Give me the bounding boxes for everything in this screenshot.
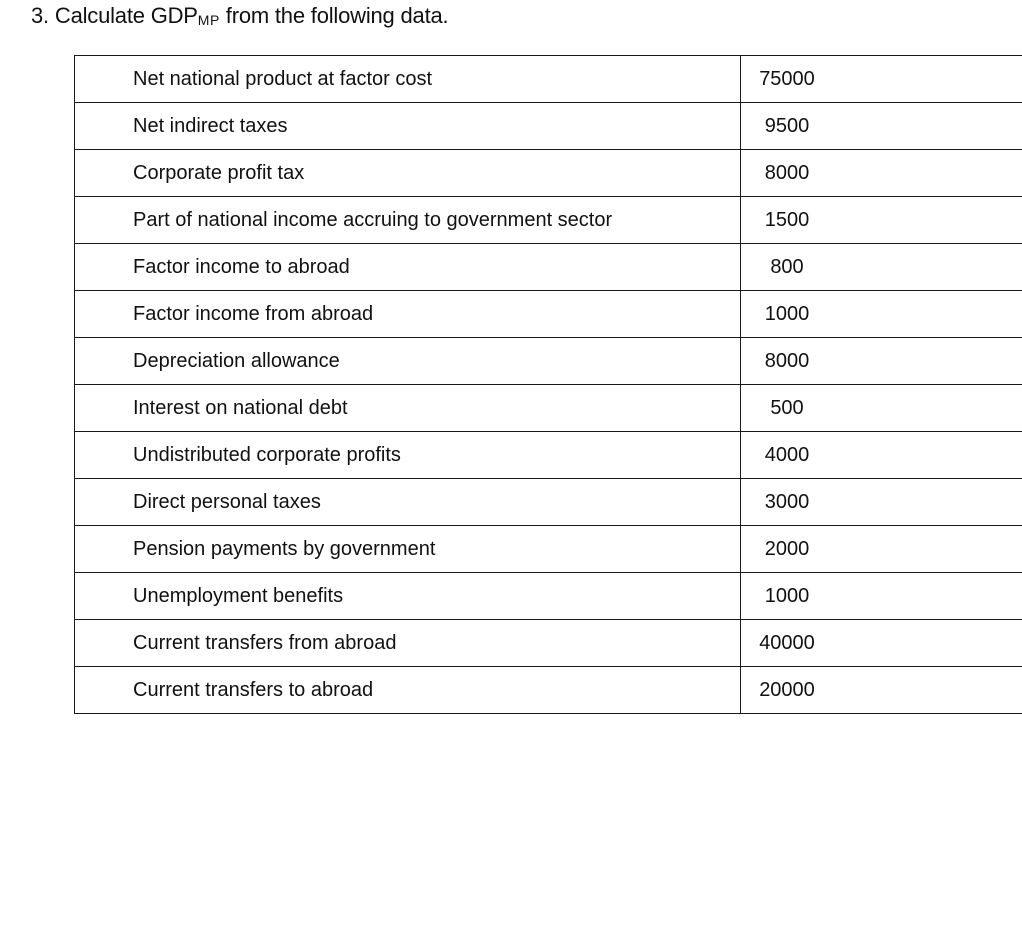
value-cell: 20000 [741,667,1022,714]
table-row [75,291,1022,338]
table-row [75,103,1022,150]
table-row [75,432,1022,479]
value-cell: 1500 [741,197,1022,244]
value-cell: 9500 [741,103,1022,150]
value-cell: 8000 [741,338,1022,385]
table-row [75,244,1022,291]
value-cell: 500 [741,385,1022,432]
question-number: 3. [31,3,49,28]
value-cell: 8000 [741,150,1022,197]
item-cell: Pension payments by government [75,526,741,573]
question-subscript: MP [197,12,220,28]
table-row [75,385,1022,432]
value-cell: 75000 [741,56,1022,103]
value-cell: 1000 [741,291,1022,338]
item-cell: Part of national income accruing to government sector [75,197,741,244]
item-cell: Current transfers from abroad [75,620,741,667]
table-row [75,667,1022,714]
value-cell: 40000 [741,620,1022,667]
item-cell: Factor income to abroad [75,244,741,291]
table-row [75,150,1022,197]
table-row [75,56,1022,103]
item-cell: Undistributed corporate profits [75,432,741,479]
value-cell: 1000 [741,573,1022,620]
item-cell: Net national product at factor cost [75,56,741,103]
data-table [74,55,1022,714]
table-row [75,197,1022,244]
item-cell: Corporate profit tax [75,150,741,197]
table-row [75,573,1022,620]
value-cell: 3000 [741,479,1022,526]
question-text-after: from the following data. [225,3,449,28]
item-cell: Unemployment benefits [75,573,741,620]
value-cell: 800 [741,244,1022,291]
item-cell: Factor income from abroad [75,291,741,338]
item-cell: Direct personal taxes [75,479,741,526]
item-cell: Current transfers to abroad [75,667,741,714]
value-cell: 4000 [741,432,1022,479]
value-cell: 2000 [741,526,1022,573]
table-body [75,56,1022,714]
table-row [75,479,1022,526]
question-text [31,2,448,34]
item-cell: Net indirect taxes [75,103,741,150]
item-cell: Depreciation allowance [75,338,741,385]
question-text-before: Calculate GDP [54,3,198,28]
item-cell: Interest on national debt [75,385,741,432]
table-row [75,526,1022,573]
table-row [75,620,1022,667]
table-row [75,338,1022,385]
